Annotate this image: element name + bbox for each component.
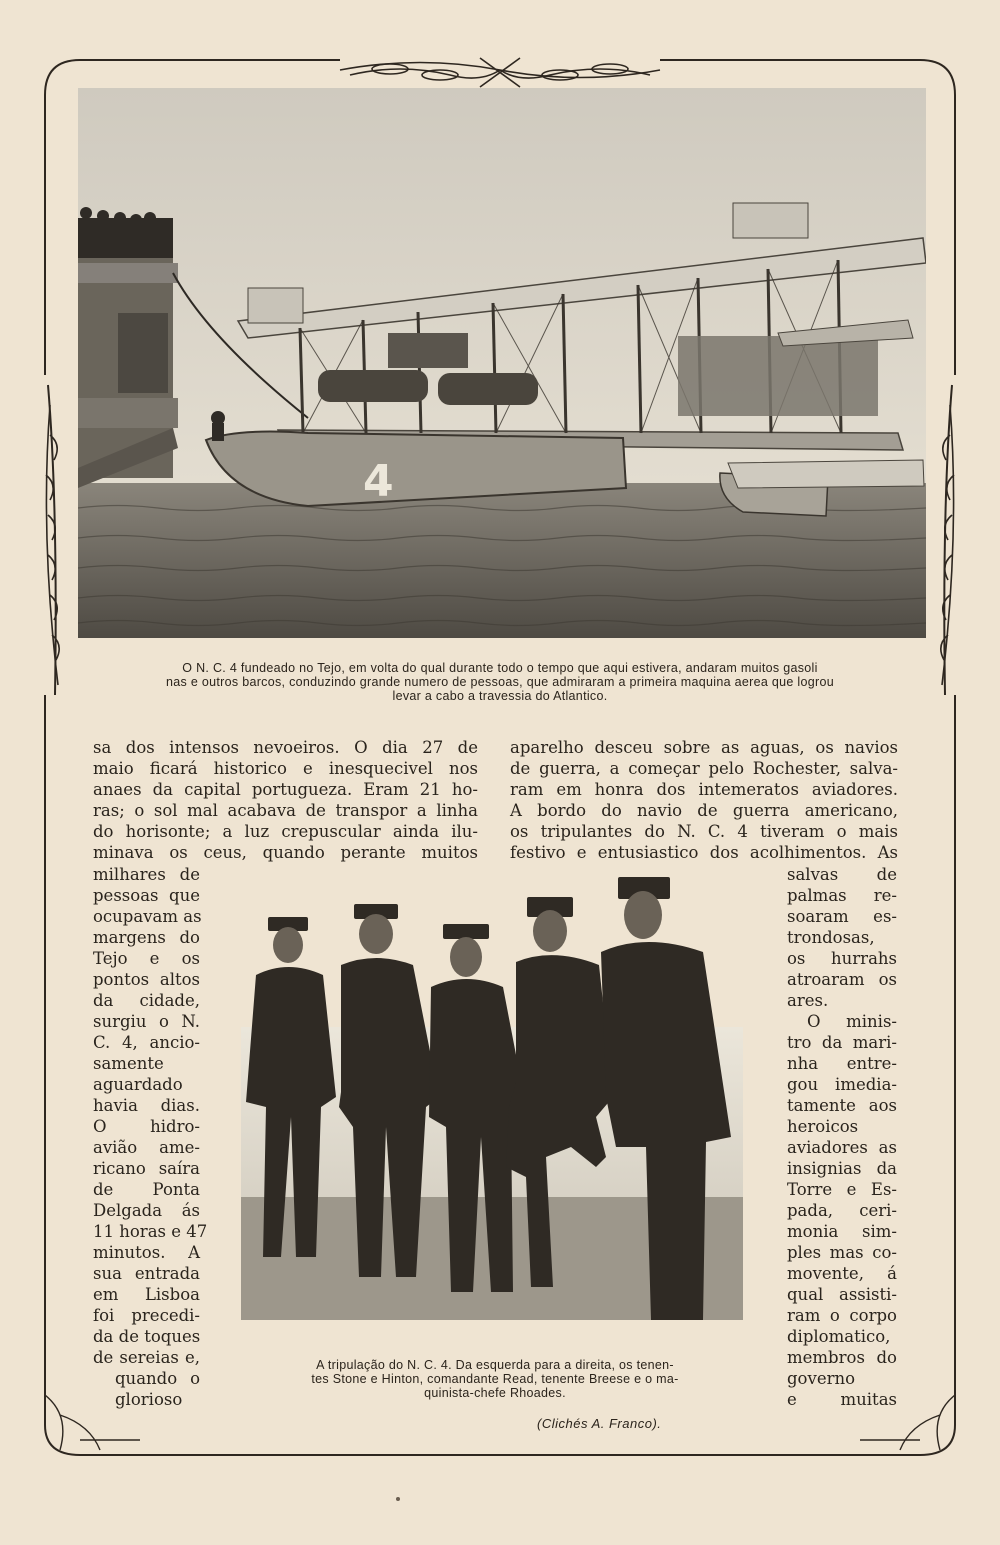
- text-line: de guerra, a começar pelo Rochester, salva-: [510, 759, 898, 778]
- text-line: sua entrada: [93, 1264, 200, 1283]
- text-line: O minis-: [807, 1012, 897, 1031]
- text-line: palmas re-: [787, 886, 897, 905]
- text-line: milhares de: [93, 865, 200, 884]
- page-speck: [396, 1497, 400, 1501]
- crew-caption-line-3: quinista-chefe Rhoades.: [424, 1386, 566, 1400]
- text-line: os hurrahs: [787, 949, 897, 968]
- text-line: qual assisti-: [787, 1285, 897, 1304]
- text-line: aviadores as: [787, 1138, 897, 1157]
- text-line: samente: [93, 1054, 164, 1073]
- text-line: salvas de: [787, 865, 897, 884]
- text-line: havia dias.: [93, 1096, 200, 1115]
- seaplane-photo: [78, 88, 926, 638]
- text-line: ricano saíra: [93, 1159, 200, 1178]
- text-line: pada, ceri-: [787, 1201, 897, 1220]
- seaplane-caption-line-2: nas e outros barcos, conduzindo grande numero de pessoas, que admiraram a primeira maquina aerea que logrou: [166, 675, 834, 689]
- text-line: Tejo e os: [93, 949, 200, 968]
- crew-caption-line-2: tes Stone e Hinton, comandante Read, tenente Breese e o ma-: [311, 1372, 679, 1386]
- text-line: foi precedi-: [93, 1306, 200, 1325]
- text-line: diplomatico,: [787, 1327, 891, 1346]
- text-line: 11 horas e 47: [93, 1222, 208, 1241]
- text-line: O hidro-: [93, 1117, 200, 1136]
- seaplane-caption-line-1: O N. C. 4 fundeado no Tejo, em volta do qual durante todo o tempo que aqui estivera, andaram muitos gasoli: [182, 661, 818, 675]
- text-line: avião ame-: [93, 1138, 200, 1157]
- text-line: soaram es-: [787, 907, 897, 926]
- text-line: nha entre-: [787, 1054, 897, 1073]
- text-line: da de toques: [93, 1327, 201, 1346]
- crew-caption-line-1: A tripulação do N. C. 4. Da esquerda para a direita, os tenen-: [316, 1358, 674, 1372]
- right-column-top: [510, 737, 898, 863]
- text-line: quando o: [115, 1369, 200, 1388]
- leaf-ornament-top: [340, 58, 660, 87]
- text-line: os tripulantes do N. C. 4 tiveram o mais: [510, 822, 898, 841]
- photo-credit: (Clichés A. Franco).: [537, 1416, 662, 1431]
- text-line: sa dos intensos nevoeiros. O dia 27 de: [93, 738, 478, 757]
- seaplane-photo-caption: [80, 661, 920, 703]
- hull-number: 4: [363, 456, 394, 507]
- text-line: em Lisboa: [93, 1285, 200, 1304]
- crew-photo-caption: [255, 1358, 735, 1400]
- text-line: e muitas: [787, 1390, 897, 1409]
- text-line: da cidade,: [93, 991, 200, 1010]
- left-column-narrow: [93, 864, 208, 1410]
- text-line: Torre e Es-: [787, 1180, 897, 1199]
- text-line: ocupavam as: [93, 907, 202, 926]
- left-column-top: [93, 737, 478, 863]
- text-line: aguardado: [93, 1075, 183, 1094]
- text-line: heroicos: [787, 1117, 859, 1136]
- text-line: C. 4, ancio-: [93, 1033, 200, 1052]
- text-line: de sereias e,: [93, 1348, 200, 1367]
- text-line: do horisonte; a luz crepuscular ainda ilu-: [93, 822, 478, 841]
- text-line: trondosas,: [787, 928, 875, 947]
- text-line: minutos. A: [93, 1243, 200, 1262]
- text-line: movente, á: [787, 1264, 897, 1283]
- warship: [78, 207, 178, 488]
- seaplane-caption-line-3: levar a cabo a travessia do Atlantico.: [392, 689, 608, 703]
- text-line: atroaram os: [787, 970, 897, 989]
- right-column-narrow: [787, 864, 897, 1410]
- text-line: glorioso: [115, 1390, 183, 1409]
- text-line: ples mas co-: [787, 1243, 897, 1262]
- text-line: minava os ceus, quando perante muitos: [93, 843, 478, 862]
- text-line: margens do: [93, 928, 200, 947]
- text-line: pessoas que: [93, 886, 200, 905]
- crew-photo: [241, 867, 743, 1320]
- text-line: anaes da capital portugueza. Eram 21 ho-: [93, 780, 478, 799]
- text-line: aparelho desceu sobre as aguas, os navios: [510, 738, 898, 757]
- text-line: membros do: [787, 1348, 897, 1367]
- text-line: insignias da: [787, 1159, 897, 1178]
- text-line: tamente aos: [787, 1096, 897, 1115]
- text-line: ram em honra dos intemeratos aviadores.: [510, 780, 898, 799]
- text-line: ras; o sol mal acabava de transpor a linha: [93, 801, 478, 820]
- text-line: A bordo do navio de guerra americano,: [510, 801, 898, 820]
- text-line: tro da mari-: [787, 1033, 897, 1052]
- text-line: surgiu o N.: [93, 1012, 200, 1031]
- text-line: maio ficará historico e inesquecivel nos: [93, 759, 478, 778]
- text-line: de Ponta: [93, 1180, 200, 1199]
- text-line: gou imedia-: [787, 1075, 897, 1094]
- text-line: Delgada ás: [93, 1201, 200, 1220]
- text-line: pontos altos: [93, 970, 200, 989]
- text-line: ares.: [787, 991, 829, 1010]
- text-line: ram o corpo: [787, 1306, 897, 1325]
- text-line: governo: [787, 1369, 856, 1388]
- text-line: festivo e entusiastico dos acolhimentos. As: [510, 843, 898, 862]
- text-line: monia sim-: [787, 1222, 897, 1241]
